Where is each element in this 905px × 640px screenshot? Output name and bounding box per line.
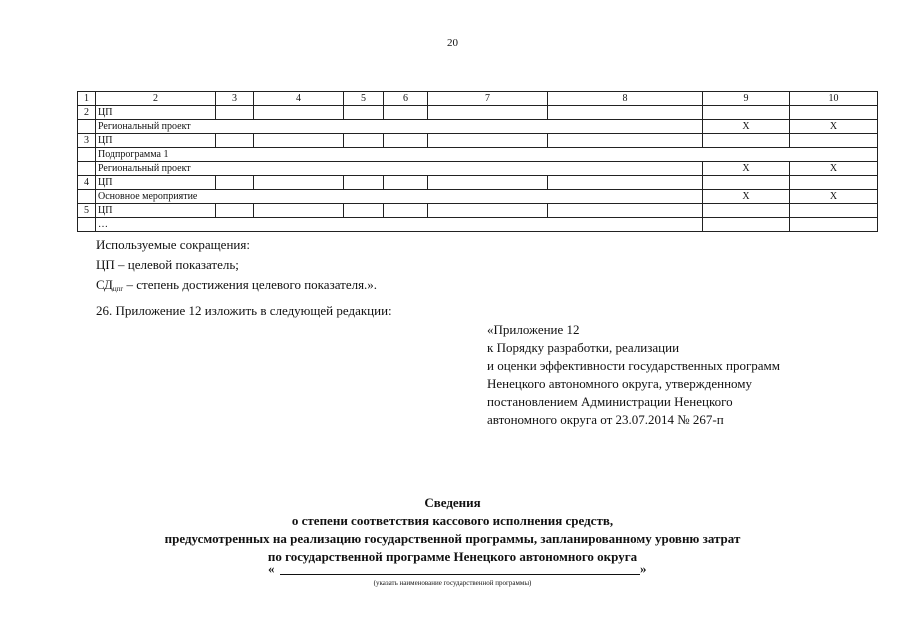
appendix-line: «Приложение 12 [487,322,580,337]
abbreviation-cp: ЦП – целевой показатель; [96,257,239,272]
table-cell [790,106,878,120]
table-cell: ЦП [96,134,216,148]
table-cell [384,176,428,190]
table-cell [254,134,344,148]
abbreviations [96,235,377,299]
left-quote: « [268,561,275,576]
table-cell [790,218,878,232]
title-line: по государственной программе Ненецкого автономного округа [267,549,638,564]
table-cell [78,120,96,134]
abbreviations-heading: Используемые сокращения: [96,237,250,252]
table-cell [703,176,790,190]
table-cell [790,176,878,190]
table-cell [78,148,96,162]
table-cell [384,134,428,148]
table-cell [384,106,428,120]
table-cell [428,176,548,190]
table-cell: X [703,190,790,204]
col-header: 4 [254,92,344,106]
table-cell [344,204,384,218]
col-header: 10 [790,92,878,106]
table-cell [703,204,790,218]
title-line: о степени соответствия кассового исполнения средств, [291,513,614,528]
table-cell: ЦП [96,204,216,218]
blank-line [280,574,640,575]
table-cell: 3 [78,134,96,148]
title-line: предусмотренных на реализацию государственной программы, запланированному уровню затрат [164,531,741,546]
appendix-header [487,321,780,429]
table-cell [790,204,878,218]
table-cell [216,176,254,190]
document-title [0,494,905,566]
table-cell [78,218,96,232]
page-number: 20 [447,37,458,49]
table-cell [548,204,703,218]
table-cell [78,162,96,176]
table-row [78,148,878,162]
table-cell: 4 [78,176,96,190]
table-cell: … [96,218,703,232]
table-header-row [78,92,878,106]
table-cell [344,134,384,148]
table-cell: Подпрограмма 1 [96,148,878,162]
table-cell [548,134,703,148]
table-cell: X [790,190,878,204]
table-cell [703,218,790,232]
table-cell [790,134,878,148]
table-cell [428,134,548,148]
table-cell [254,204,344,218]
appendix-line: Ненецкого автономного округа, утвержденному [487,376,753,391]
appendix-line: автономного округа от 23.07.2014 № 267-п [487,412,724,427]
col-header: 1 [78,92,96,106]
table-cell: 5 [78,204,96,218]
table-cell [344,106,384,120]
table-cell [428,204,548,218]
table-row [78,176,878,190]
table-cell [254,106,344,120]
table-cell: ЦП [96,176,216,190]
table-cell: ЦП [96,106,216,120]
table-cell [703,134,790,148]
table-row [78,162,878,176]
table-cell [216,204,254,218]
table-cell: X [703,120,790,134]
table-cell: 2 [78,106,96,120]
col-header: 7 [428,92,548,106]
table-cell [344,176,384,190]
table-cell [548,106,703,120]
table-row [78,218,878,232]
table-row [78,204,878,218]
table-cell: X [790,120,878,134]
table-row [78,134,878,148]
col-header: 8 [548,92,703,106]
program-name-hint: (указать наименование государственной программы) [373,579,532,587]
abbreviation-sd: $СД_{цпг}$ – степень достижения целевого показателя.». [96,277,378,293]
table-cell: Основное мероприятие [96,190,703,204]
table-cell [216,106,254,120]
table-row [78,120,878,134]
appendix-line: постановлением Администрации Ненецкого [487,394,733,409]
col-header: 5 [344,92,384,106]
item-26: 26. Приложение 12 изложить в следующей редакции: [96,303,392,318]
col-header: 9 [703,92,790,106]
col-header: 2 [96,92,216,106]
table-cell: Региональный проект [96,120,703,134]
table-cell [384,204,428,218]
table-cell [428,106,548,120]
appendix-line: к Порядку разработки, реализации [487,340,680,355]
col-header: 6 [384,92,428,106]
col-header: 3 [216,92,254,106]
title-line: Сведения [424,495,481,510]
table-cell: X [703,162,790,176]
right-quote: » [640,561,647,576]
table-row [78,106,878,120]
table-cell [216,134,254,148]
table-cell [78,190,96,204]
table-cell [254,176,344,190]
table-cell: X [790,162,878,176]
appendix-line: и оценки эффективности государственных программ [487,358,781,373]
table-row [78,190,878,204]
indicator-table [77,91,878,232]
table-cell [703,106,790,120]
table-cell [548,176,703,190]
table-cell: Региональный проект [96,162,703,176]
